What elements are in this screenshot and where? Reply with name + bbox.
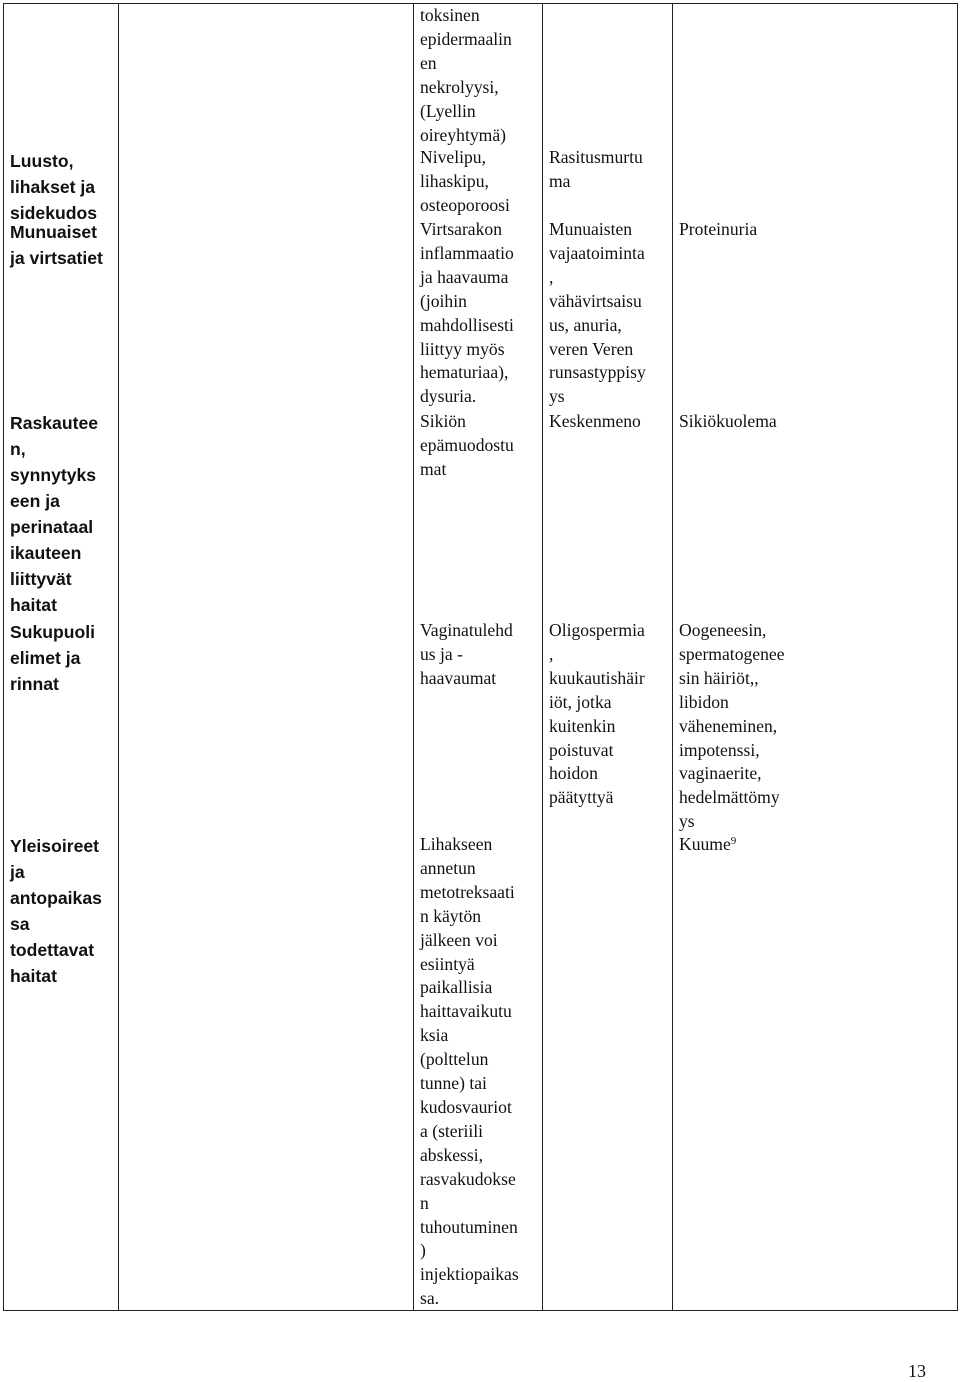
- fever-text: Kuume: [679, 834, 731, 854]
- cell-col3-ten: toksinen epidermaalin en nekrolyysi, (Lyellin oireyhtymä): [420, 5, 512, 145]
- cell-col5-kidney: Proteinuria: [679, 219, 758, 239]
- category-reproductive: Sukupuoli elimet ja rinnat: [10, 622, 96, 694]
- cell-col3-general: Lihakseen annetun metotreksaati n käytön jälkeen voi esiintyä paikallisia haittavaikutu ksia (polttelun tunne) tai kudosvauriot a (steriili abskessi, rasvakudokse n tuhoutuminen ) injektiopaikas sa.: [420, 834, 519, 1309]
- column-divider: [542, 3, 543, 1310]
- category-bone: Luusto, lihakset ja sidekudos: [10, 151, 98, 223]
- column-divider: [413, 3, 414, 1310]
- cell-col4-pregnancy: Keskenmeno: [549, 411, 641, 431]
- reference-superscript: 9: [730, 835, 737, 847]
- cell-col4-bone: Rasitusmurtu ma: [549, 147, 643, 191]
- cell-col5-general: [679, 833, 736, 857]
- cell-col3-bone: Nivelipu, lihaskipu, osteoporoosi: [420, 147, 510, 215]
- cell-col3-reproductive: Vaginatulehd us ja - haavaumat: [420, 620, 513, 688]
- page-number: 13: [908, 1361, 926, 1381]
- cell-col4-reproductive: Oligospermia , kuukautishäir iöt, jotka kuitenkin poistuvat hoidon päätyttyä: [549, 620, 645, 808]
- category-pregnancy: Raskautee n, synnytyks een ja perinataal ikauteen liittyvät haitat: [10, 413, 99, 615]
- cell-col5-pregnancy: Sikiökuolema: [679, 411, 777, 431]
- column-divider: [118, 3, 119, 1310]
- category-kidney: Munuaiset ja virtsatiet: [10, 222, 103, 268]
- column-divider: [672, 3, 673, 1310]
- cell-col3-pregnancy: Sikiön epämuodostu mat: [420, 411, 514, 479]
- category-general: Yleisoireet ja antopaikas sa todettavat haitat: [10, 836, 102, 986]
- cell-col5-reproductive: Oogeneesin, spermatogenee sin häiriöt,, libidon väheneminen, impotenssi, vaginaerite, hedelmättömy ys: [679, 620, 785, 832]
- cell-col4-kidney: Munuaisten vajaatoiminta , vähävirtsaisu us, anuria, veren Veren runsastyppisy ys: [549, 219, 646, 407]
- cell-col3-kidney: Virtsarakon inflammaatio ja haavauma (joihin mahdollisesti liittyy myös hematuriaa), dysuria.: [420, 219, 514, 407]
